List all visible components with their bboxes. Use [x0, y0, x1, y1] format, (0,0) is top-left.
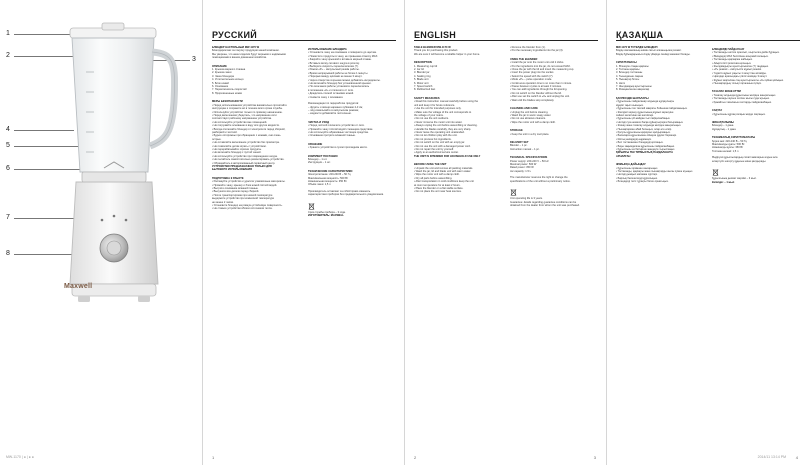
print-footer-code: MW-1170 | ● | ● ●: [6, 455, 34, 459]
section-heading: САҚТАУ: [712, 109, 723, 113]
blender-illustration: [58, 22, 178, 312]
section-heading: ПОДГОТОВКА К РАБОТЕ: [212, 176, 244, 180]
callout-number: 5: [6, 142, 10, 149]
recycle-bin-icon: [308, 202, 315, 210]
callout-number: 1: [6, 30, 10, 37]
spec-line: Максималды қуаты: 500 Вт: [712, 142, 745, 146]
page-number: 4: [795, 455, 798, 460]
section-heading: МЕРЫ БЕЗОПАСНОСТИ: [212, 100, 243, 104]
text-column: MW-1170 W ҮСТЕЛДІК БЛЕНДЕРІ Біздің компанияның өнімін сатып алғаныңызға рахмет. Біздің бұйымдарымыз сіздің үйіңізде сенімді көмекші болады. СИПАТТАМАСЫ 1. Өлшеуіш стақан қақпағы 2. Тостаған қақпағы 3. Блендер тостағаны 4. Тығыздағыш сақина 5. Пышақтар блогы 6. Негіз 7. Жылдамдық ауыстырғышы 8. Резеңкеленген аяқшалар ҚАУІПСІЗДІК ШАРАЛАРЫ • Құрылғыны пайдаланар алдында нұсқаулықты мұқият оқып шығыңыз. • Құрылғыны тек тікелей мақсаты бойынша пайдаланыңыз. • Желідегі кернеу құрылғының жұмыс кернеуіне сәйкес келетініне көз жеткізіңіз. • Құрылғыны үй-жайдан тыс пайдаланбаңыз. • Негізді суға немесе басқа сұйықтықтарға батырмаңыз. • Жинау және тазалау алдында желіден ажыратыңыз. • Пышақтармен абай болыңыз, олар өте өткір. • Қосулы құрылғыны қараусыз қалдырмаңыз. • Балаларға құрылғымен ойнауға рұқсат бермеңіз. • Ыстық өнімдерді өңдемеңіз. • Бос тостағанмен блендерді қоспаңыз. • Бауы зақымдалған құрылғыны пайдаланбаңыз. • Құрылғыны өз бетіңізше жөндеуге тырыспаңыз. ҚҰРЫЛҒЫ ТЕК ТҰРМЫСТЫҚ ПАЙДАЛАНУҒА АРНАЛҒАН ЖҰМЫСҚА ДАЙЫНДАУ • Құрылғыны орамнан шығарыңыз. • Тостағанды, қақпақты және пышақтарды жылы сумен жуыңыз. • Негізді дымқыл матамен сүртіңіз. • Барлық бөлшектерді құрғатыңыз. • Блендерді тегіс тұрақты бетке орнатыңыз.: [616, 46, 708, 184]
print-footer-date: 2014/11 13:14 PM: [757, 455, 786, 459]
callout-number: 2: [6, 52, 10, 59]
section-heading: ТАЗАЛАУ ЖӘНЕ КҮТІМ: [712, 90, 741, 94]
section-heading: ЖҰМЫСҚА ДАЙЫНДАУ: [616, 163, 646, 167]
language-header: ENGLISH: [414, 30, 457, 40]
callout-number: 6: [6, 165, 10, 172]
spec-line: Rated power: 350 W: [510, 166, 534, 170]
brand-logo: Maxwell: [64, 283, 93, 290]
section-heading: ҚАУІПСІЗДІК ШАРАЛАРЫ: [616, 96, 649, 100]
russian-panel: [202, 0, 404, 465]
section-heading: SAFETY MEASURES: [414, 96, 440, 100]
header-rule: [414, 40, 598, 41]
section-heading: DESCRIPTION: [414, 61, 432, 65]
section-heading: КОМПЛЕКТ ПОСТАВКИ: [308, 154, 338, 158]
header-rule: [616, 40, 800, 41]
section-heading: USING THE BLENDER: [510, 57, 538, 61]
section-title: TABLE BLENDER MW-1170 W: [414, 46, 451, 49]
page-number: 2: [414, 455, 417, 460]
section-heading: ТЕХНИЧЕСКИЕ ХАРАКТЕРИСТИКИ: [308, 169, 353, 173]
text-column: БЛЕНДЕР НАСТОЛЬНЫЙ MW-1170 W Благодарим вас за покупку продукции нашей компании. Мы уверены, что наши изделия будут верными и надёжными помощниками в вашем домашнем хозяйстве. ОПИСАНИЕ 1. Крышка мерного стакана 2. Крышка чаши 3. Чаша блендера 4. Уплотнительное кольцо 5. Блок ножей 6. Основание 7. Переключатель скоростей 8. Прорезиненные ножки МЕРЫ БЕЗОПАСНОСТИ • Перед использованием устройства внимательно прочитайте инструкцию и сохраните её в течение всего срока службы. • Используйте устройство только по прямому назначению. • Перед включением убедитесь, что напряжение сети соответствует рабочему напряжению устройства. • Не используйте устройство вне помещений. • Не погружайте основание в воду или другие жидкости. • Всегда отключайте блендер от электросети перед сборкой, разборкой и чисткой. • Будьте осторожны при обращении с ножами, они очень острые. • Не оставляйте включённое устройство без присмотра. • Не позволяйте детям играть с устройством. • Не перерабатывайте горячие продукты. • Не включайте блендер с пустой чашей. • Не используйте устройство при повреждении шнура. • Не пытайтесь самостоятельно ремонтировать устройство. • Обращайтесь в авторизованный сервисный центр. УСТРОЙСТВО ПРЕДНАЗНАЧЕНО ТОЛЬКО ДЛЯ БЫТОВОГО ИСПОЛЬЗОВАНИЯ ПОДГОТОВКА К РАБОТЕ • Распакуйте устройство и удалите упаковочные материалы. • Промойте чашу, крышку и блок ножей тёплой водой. • Вытрите основание влажной тканью. • Высушите все детали перед сборкой. • После транспортировки при низкой температуре выдержите устройство при комнатной температуре не менее 2 часов. • Установите блендер на ровную устойчивую поверхность. • Не ставьте устройство вблизи источников тепла.: [212, 46, 304, 211]
kazakh-panel: [606, 0, 808, 465]
section-heading: ОПИСАНИЕ: [212, 64, 227, 68]
section-heading: ЧИСТКА И УХОД: [308, 120, 329, 124]
section-heading: CLEANING AND CARE: [510, 107, 538, 111]
section-heading: STORAGE: [510, 129, 523, 133]
section-title: БЛЕНДЕР НАСТОЛЬНЫЙ MW-1170 W: [212, 46, 260, 49]
spec-line: Электропитание: 220-240 В ~ 50 Гц: [308, 173, 351, 177]
section-heading: БЛЕНДЕРДІ ПАЙДАЛАНУ: [712, 48, 745, 51]
section-heading: ТЕХНИКАЛЫҚ СИПАТТАМАЛАРЫ: [712, 136, 756, 140]
spec-line: Power supply: 220-240 V ~ 50 Hz: [510, 159, 549, 163]
illustration-panel: [0, 0, 202, 465]
header-rule: [212, 40, 396, 41]
spec-line: Номиналды қуаты: 350 Вт: [712, 146, 744, 150]
language-header: ҚАЗАҚША: [616, 30, 664, 40]
section-heading: ХРАНЕНИЕ: [308, 142, 323, 146]
section-heading: ИСПОЛЬЗОВАНИЕ БЛЕНДЕРА: [308, 48, 347, 51]
text-column: TABLE BLENDER MW-1170 W Thank you for purchasing this product. We are sure it will become a reliable helper in your home. DESCRIPTION 1. Measuring cup lid 2. Jar lid 3. Blender jar 4. Sealing ring 5. Blade unit 6. Motor unit 7. Speed switch 8. Rubberized feet SAFETY MEASURES • Read this instruction manual carefully before using the unit and keep it for future reference. • Use the unit for intended purposes only. • Make sure the voltage of the unit corresponds to the voltage of your mains. • Do not use the unit outdoors. • Never immerse the motor unit into water. • Always unplug the unit before assembling or cleaning. • Handle the blades carefully, they are very sharp. • Never leave the operating unit unattended. • Do not let children play with the unit. • Do not process hot ingredients. • Do not switch on the unit with an empty jar. • Do not use the unit with a damaged power cord. • Do not repair the unit by yourself. • Apply to an authorized service center. THE UNIT IS INTENDED FOR HOUSEHOLD USE ONLY BEFORE USING THE UNIT • Unpack the unit and remove all packing materials. • Wash the jar, lid and blade unit with warm water. • Wipe the motor unit with a damp cloth. • Dry all parts before assembling. • After transportation in cold conditions keep the unit at room temperature for at least 2 hours. • Place the blender on a flat stable surface. • Do not place the unit near heat sources.: [414, 46, 506, 194]
english-panel: [404, 0, 606, 465]
recycle-bin-icon: [510, 188, 517, 196]
recycle-bin-icon: [712, 168, 719, 176]
text-column: ИСПОЛЬЗОВАНИЕ БЛЕНДЕРА • Установите чашу на основание и поверните до щелчка. • Поместите продукты в чашу, не превышая отметку MAX. • Закройте чашу крышкой и вставьте мерный стакан. • Вставьте вилку сетевого шнура в розетку. • Выберите скорость переключателем (7). • Режим «P» – импульсный режим работы. • Время непрерывной работы не более 1 минуты. • Перерыв между циклами не менее 3 минут. • Через отверстие в крышке можно добавлять ингредиенты. • Не включайте блендер без установленной крышки. • По окончании работы установите переключатель в положение «0» и отключите от сети. • Дождитесь полной остановки ножей. • Снимите чашу с основания. Рекомендации по переработке продуктов: – фрукты и овощи нарежьте кубиками 2-3 см; – лёд измельчайте в импульсном режиме; – жидкости добавляйте постепенно. ЧИСТКА И УХОД • Перед чисткой отключите устройство от сети. • Промойте чашу тёплой водой с моющим средством. • Не используйте абразивные чистящие средства. • Основание протрите влажной тканью. ХРАНЕНИЕ • Храните устройство в сухом прохладном месте. КОМПЛЕКТ ПОСТАВКИ Блендер – 1 шт. Инструкция – 1 шт. ТЕХНИЧЕСКИЕ ХАРАКТЕРИСТИКИ Электропитание: 220-240 В ~ 50 Гц Максимальная мощность: 500 Вт Номинальная мощность: 350 Вт Объём чаши: 1,5 л Производитель оставляет за собой право изменять характеристики приборов без предварительного уведомления. Срок службы прибора – 3 года. ИЗГОТОВИТЕЛЬ: MAXWELL: [308, 46, 400, 218]
callout-number: 8: [6, 250, 10, 257]
section-heading: BEFORE USING THE UNIT: [414, 163, 447, 167]
section-heading: ЖИНАҚТАЛЫМЫ: [712, 120, 734, 124]
spec-line: Maximal power: 500 W: [510, 162, 537, 166]
spec-line: Максимальная мощность: 500 Вт: [308, 176, 349, 180]
callout-number: 7: [6, 214, 10, 221]
section-heading: СИПАТТАМАСЫ: [616, 61, 637, 65]
text-column: БЛЕНДЕРДІ ПАЙДАЛАНУ • Тостағанды негізге орнатып, шыртылға дейін бұраңыз. • Өнімдерді MAX белгісінен асырмай салыңыз. • Тостағанды қақпақпен жабыңыз. • Айыртетікті розеткаға қосыңыз. • Жылдамдықты ауыстырғышпен (7) таңдаңыз. • «P» режимі – импульстік жұмыс режимі. • Үздіксіз жұмыс уақыты 1 минуттан аспайды. • Циклдар арасындағы үзіліс кемінде 3 минут. • Жұмыс аяқталған соң ауыстырғышты «0» күйіне қойыңыз. • Пышақтардың толық тоқтағанын күтіңіз. ТАЗАЛАУ ЖӘНЕ КҮТІМ • Тазалау алдында құрылғыны желіден ажыратыңыз. • Тостағанды жуғыш затпен жылы суда жуыңыз. • Қажайтын тазалағыш заттарды пайдаланбаңыз. САҚТАУ • Құрылғыны құрғақ салқын жерде сақтаңыз. ЖИНАҚТАЛЫМЫ Блендер – 1 дана Нұсқаулық – 1 дана ТЕХНИКАЛЫҚ СИПАТТАМАЛАРЫ Қорек көзі: 220-240 В ~ 50 Гц Максималды қуаты: 500 Вт Номиналды қуаты: 350 Вт Тостаған көлемі: 1,5 л Өндіруші құрылғылардың сипаттамаларын алдын ала ескертусіз өзгерту құқығын өзіне қалдырады. Құрылғының қызмет мерзімі – 3 жыл. Кепілдік: – 1 жыл: [712, 46, 804, 184]
section-heading: TECHNICAL SPECIFICATIONS: [510, 156, 548, 160]
spec-line: Номинальная мощность: 350 Вт: [308, 180, 347, 183]
page-number: 1: [212, 455, 215, 460]
language-header: РУССКИЙ: [212, 30, 258, 40]
page-number: 3: [593, 455, 596, 460]
spec-line: Қорек көзі: 220-240 В ~ 50 Гц: [712, 139, 747, 143]
section-title: MW-1170 W ҮСТЕЛДІК БЛЕНДЕРІ: [616, 46, 658, 49]
callout-number: 4: [6, 126, 10, 133]
section-heading: DELIVERY SET: [510, 140, 529, 144]
callout-number: 3: [192, 56, 196, 63]
text-column: • Remove the blender from (1). • Put the necessary ingredients into the jar (3). USING THE BLENDER • Install the jar onto the motor unit until it clicks. • Put the ingredients into the jar, do not exceed MAX. • Close the jar with the lid and insert the measuring cup. • Insert the power plug into the socket. • Select the speed with the switch (7). • Mode «P» – pulse operation mode. • Continuous operation time is no more than 1 minute. • Pause between cycles is at least 3 minutes. • You can add ingredients through the lid opening. • Do not switch on the blender without the lid. • After use set the switch to «0» and unplug the unit. • Wait until the blades stop completely. CLEANING AND CARE • Unplug the unit before cleaning. • Wash the jar in warm soapy water. • Do not use abrasive cleaners. • Wipe the motor unit with a damp cloth. STORAGE • Keep the unit in a dry cool place. DELIVERY SET Blender – 1 pc. Instruction manual – 1 pc. TECHNICAL SPECIFICATIONS Power supply: 220-240 V ~ 50 Hz Maximal power: 500 W Rated power: 350 W Jar capacity: 1.5 L The manufacturer reserves the right to change the specifications of the unit without a preliminary notice. Unit operating life is 3 years. Guarantee: details regarding guarantee conditions can be obtained from the dealer from whom the unit was purchased.: [510, 46, 602, 208]
